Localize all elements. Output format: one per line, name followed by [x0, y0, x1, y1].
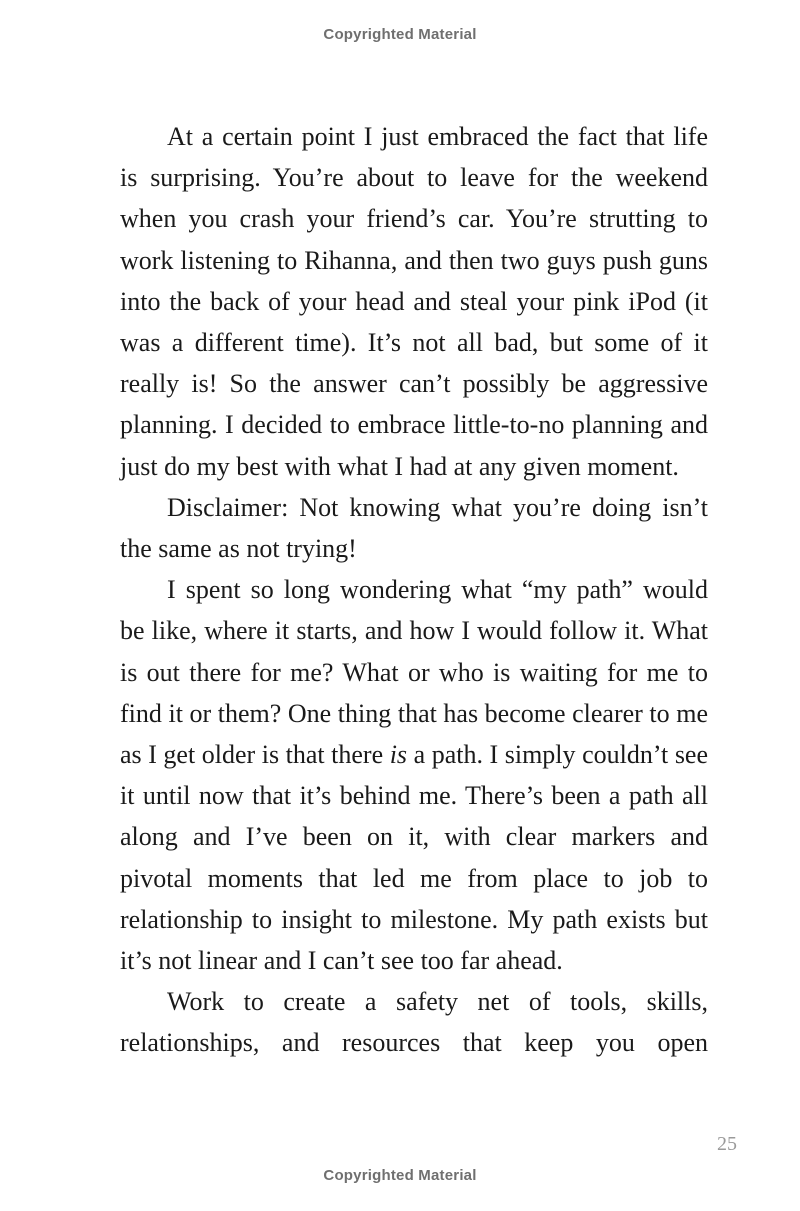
paragraph-2: Disclaimer: Not knowing what you’re doing isn’t the same as not trying!	[120, 492, 708, 564]
emphasis-is: is	[389, 740, 408, 770]
copyright-watermark-bottom: Copyrighted Material	[323, 1167, 477, 1184]
paragraph-3	[120, 569, 708, 981]
book-page-body	[120, 116, 708, 1064]
paragraph-3-part-2: a path. I simply couldn’t see it until now that it’s behind me. There’s been a path all along and I’ve been on it, with clear markers and pivotal moments that led me from place to job to relationship to insight to milestone. My path exists but it’s not linear and I can’t see too far ahead.	[120, 740, 709, 976]
page-number: 25	[717, 1133, 737, 1155]
paragraph-3-part-1: I spent so long wondering what “my path” would be like, where it starts, and how I would follow it. What is out there for me? What or who is waiting for me to find it or them? One thing that has become clearer to me as I get older is that there	[120, 575, 708, 770]
paragraph-4: Work to create a safety net of tools, skills, relationships, and resources that keep you open	[120, 987, 708, 1058]
paragraph-1: At a certain point I just embraced the fact that life is surprising. You’re about to leave for the weekend when you crash your friend’s car. You’re strutting to work listening to Rihanna, and then two guys push guns into the back of your head and steal your pink iPod (it was a different time). It’s not all bad, but some of it really is! So the answer can’t possibly be aggressive planning. I decided to embrace little-to-no planning and just do my best with what I had at any given moment.	[120, 122, 708, 481]
copyright-watermark-top: Copyrighted Material	[323, 26, 477, 43]
